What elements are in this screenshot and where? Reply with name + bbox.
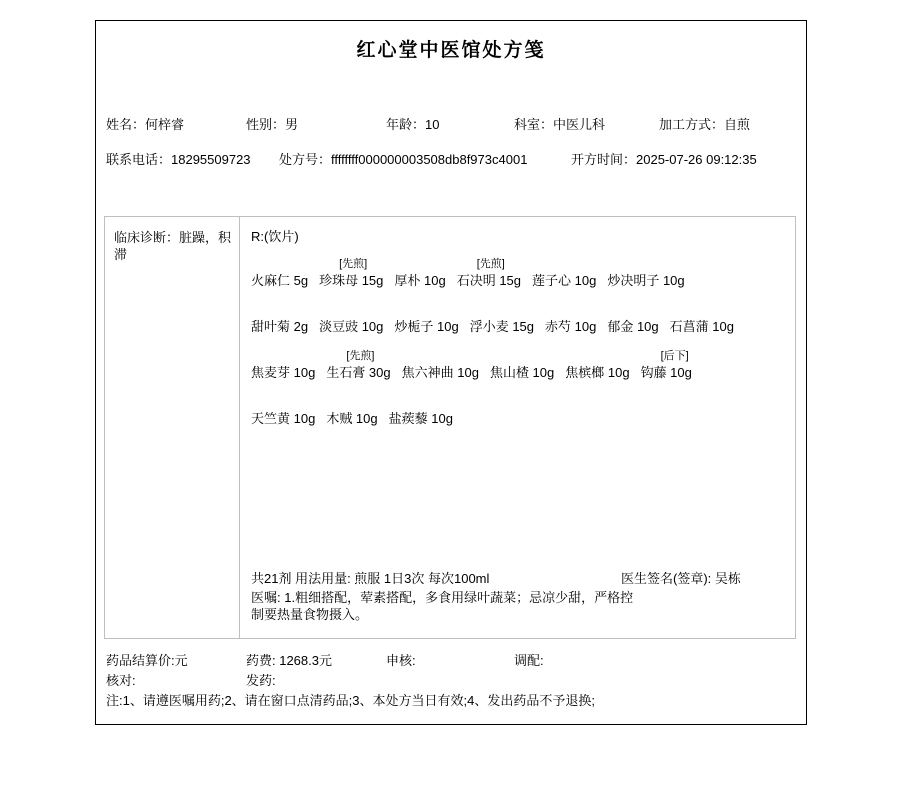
herb-item (251, 393, 315, 427)
herb-item (545, 301, 596, 335)
issue-time: 开方时间：2025-07-26 09:12:35 (571, 152, 757, 167)
herb-decoction-tag (394, 301, 458, 319)
herb-decoction-tag (607, 301, 658, 319)
rx-column (241, 217, 795, 638)
herb-decoction-tag (326, 393, 377, 411)
prescription-sheet (95, 20, 807, 725)
herb-item (319, 301, 383, 335)
herb-line (251, 301, 791, 335)
herb-name-dose: 生石膏 30g (326, 365, 391, 380)
herb-decoction-tag (251, 393, 315, 411)
herb-name-dose: 焦六神曲 10g (401, 365, 479, 380)
herb-decoction-tag (319, 301, 383, 319)
herb-name-dose: 珍珠母 15g (319, 273, 384, 288)
herb-name-dose: 木贼 10g (326, 411, 378, 426)
doctor-advice: 医嘱: 1.粗细搭配，荤素搭配，多食用绿叶蔬菜；忌凉少甜，严格控制要热量食物摄入。 (251, 590, 634, 622)
footer-note: 注:1、请遵医嘱用药;2、请在窗口点清药品;3、本处方当日有效;4、发出药品不予退换; (106, 693, 595, 708)
patient-name: 姓名：何梓睿 (106, 117, 185, 132)
herb-name-dose: 淡豆豉 10g (319, 319, 384, 334)
herb-name-dose: 焦麦芽 10g (251, 365, 316, 380)
herb-decoction-tag (670, 301, 734, 319)
review-field: 申核: (386, 653, 416, 668)
herb-decoction-tag (394, 255, 445, 273)
herb-decoction-tag (402, 347, 479, 365)
herb-item (251, 255, 308, 289)
department: 科室：中医儿科 (514, 117, 606, 132)
herb-decoction-tag (251, 255, 308, 273)
herb-line (251, 347, 791, 381)
herb-name-dose: 浮小麦 15g (469, 319, 535, 334)
herb-item (670, 301, 734, 335)
herb-decoction-tag (389, 393, 453, 411)
herb-item (607, 255, 684, 289)
herb-name-dose: 郁金 10g (607, 319, 659, 334)
check-field: 核对: (106, 673, 136, 688)
herb-item (326, 347, 390, 381)
herb-decoction-tag (565, 347, 629, 365)
herb-item (607, 301, 658, 335)
herb-item (326, 393, 377, 427)
medicine-fee: 药费: 1268.3元 (246, 653, 332, 668)
herb-item (251, 347, 315, 381)
herb-item (641, 347, 692, 381)
herb-decoction-tag: [先煎] (339, 258, 368, 270)
herb-item (457, 255, 521, 289)
prepare-field: 调配: (514, 653, 544, 668)
herb-lines (251, 255, 791, 439)
herb-decoction-tag (532, 255, 596, 273)
herb-decoction-tag: [先煎] (476, 258, 505, 270)
herb-item (251, 301, 308, 335)
prescription-body-box (104, 216, 796, 639)
dispense-field: 发药: (246, 673, 276, 688)
patient-age: 年龄：10 (386, 117, 440, 132)
herb-decoction-tag: [后下] (660, 350, 689, 362)
doctor-signature: 医生签名(签章): 吴栋 (621, 571, 741, 586)
clinical-diagnosis: 临床诊断：脏躁，积滞 (105, 217, 240, 638)
herb-name-dose: 盐蒺藜 10g (388, 411, 453, 426)
herb-item (490, 347, 554, 381)
settlement-price: 药品结算价:元 (106, 653, 188, 668)
herb-item (389, 393, 453, 427)
herb-decoction-tag: [先煎] (346, 350, 375, 362)
herb-name-dose: 焦槟榔 10g (565, 365, 630, 380)
herb-decoction-tag (607, 255, 684, 273)
herb-name-dose: 炒栀子 10g (394, 319, 459, 334)
processing-method: 加工方式：自煎 (659, 117, 751, 132)
prescription-number: 处方号：ffffffff000000003508db8f973c4001 (279, 152, 528, 167)
herb-name-dose: 天竺黄 10g (251, 411, 316, 426)
herb-decoction-tag (470, 301, 534, 319)
herb-name-dose: 钩藤 10g (640, 365, 692, 380)
dosage-summary: 共21剂 用法用量: 煎服 1日3次 每次100ml (251, 571, 490, 586)
herb-item (394, 255, 445, 289)
herb-name-dose: 赤芍 10g (545, 319, 597, 334)
herb-decoction-tag (251, 347, 315, 365)
herb-decoction-tag (251, 301, 308, 319)
patient-gender: 性别：男 (246, 117, 299, 132)
herb-name-dose: 厚朴 10g (394, 273, 446, 288)
herb-name-dose: 石决明 15g (456, 273, 522, 288)
page-title: 红心堂中医馆处方笺 (356, 40, 546, 61)
herb-name-dose: 火麻仁 5g (251, 273, 309, 288)
herb-line (251, 393, 791, 427)
herb-decoction-tag (490, 347, 554, 365)
herb-name-dose: 甜叶菊 2g (251, 319, 309, 334)
herb-item (319, 255, 383, 289)
herb-name-dose: 焦山楂 10g (489, 365, 555, 380)
herb-item (565, 347, 629, 381)
herb-line (251, 255, 791, 289)
herb-decoction-tag (545, 301, 596, 319)
herb-item (532, 255, 596, 289)
herb-name-dose: 莲子心 10g (532, 273, 597, 288)
herb-item (394, 301, 458, 335)
herb-item (470, 301, 534, 335)
herb-name-dose: 石菖蒲 10g (669, 319, 734, 334)
herb-name-dose: 炒决明子 10g (607, 273, 685, 288)
herb-item (402, 347, 479, 381)
contact-phone: 联系电话：18295509723 (106, 152, 251, 167)
rx-header: R:(饮片) (251, 229, 299, 244)
